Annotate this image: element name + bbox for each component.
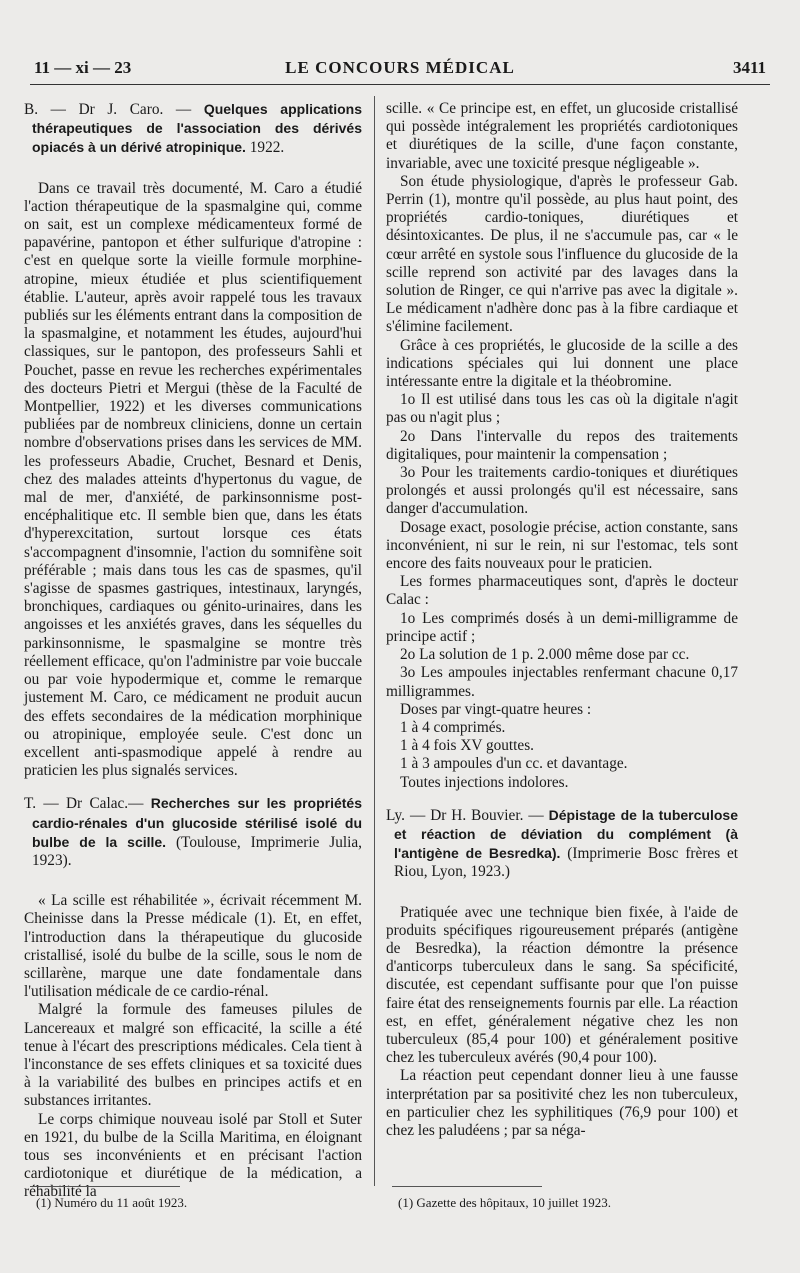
right-paragraph-3: Grâce à ces propriétés, le glucoside de la scille a des indications spéciales qui lui donnent une place intéressante entre la digitale et la théobromine. [386,336,738,391]
right-paragraph-forms: Les formes pharmaceutiques sont, d'après le docteur Calac : [386,573,738,609]
entry-caro-author: B. — Dr J. Caro. — [24,101,204,118]
header-rule [30,84,770,85]
calac-paragraph-1: « La scille est réhabilitée », écrivait récemment M. Cheinisse dans la Presse médicale (1). Et, en effet, l'introduction dans la thérapeutique du glucoside cristallisé, isolé du bulbe de la scille, sous le nom de scillarène, marque une date fondamentale dans l'utilisation médicale de ce cardio-rénal. [24,892,362,1001]
dose-3: 1 à 3 ampoules d'un cc. et davantage. [400,755,628,773]
entry-bouvier-title: Dépistage de la tuberculose et réaction de déviation du complément (à l'antigène de Besredka). [394,806,738,862]
indication-3: 3o Pour les traitements cardio-toniques et diurétiques prolongés et aussi prolongés qu'il est nécessaire, sans danger d'accumulation. [386,464,738,518]
bouvier-paragraph-2: La réaction peut cependant donner lieu à une fausse interprétation par sa positivité chez les non tuberculeux, en particulier chez les syphilitiques (76,9 pour 100) et chez les paludéens ; par sa néga- [386,1067,738,1139]
entry-caro-year: 1922. [245,139,285,157]
right-paragraph-2: Son étude physiologique, d'après le professeur Gab. Perrin (1), montre qu'il possède, au plus haut point, des propriétés cardio-toniques, diurétiques et désintoxicantes. De plus, il ne s'accumule pas, car « le cœur arrêté en systole sous l'influence du glucoside de la scille reprend son activité par des lavages dans la solution de Ringer, ce qui n'arrive pas avec la digitale ». Le médicament n'adhère donc pas à la fibre cardiaque et s'élimine facilement. [386,172,738,336]
form-1: 1o Les comprimés dosés à un demi-milligramme de principe actif ; [386,609,738,645]
entry-caro [24,100,362,158]
entry-bouvier-publisher: (Imprimerie Bosc frères et Riou, Lyon, 1923.) [394,845,738,881]
footnote-rule-left [30,1186,180,1187]
bouvier-paragraph-1: Pratiquée avec une technique bien fixée, à l'aide de produits spécifiques rigoureusement préparés (antigène de Besredka), la réaction démontre la présence d'anticorps tuberculeux dans le sang. Sa spécificité, discutée, est cependant suffisante pour que l'on puisse faire état des renseignements fournis par elle. La réaction est, en effet, généralement négative chez les non tuberculeux (85,4 pour 100) et généralement positive chez les tuberculeux avérés (90,4 pour 100). [386,903,738,1067]
running-header [34,58,766,82]
journal-title: LE CONCOURS MÉDICAL [285,58,515,77]
calac-paragraph-3: Le corps chimique nouveau isolé par Stoll et Suter en 1921, du bulbe de la Scilla Maritima, en éloignant tous ses inconvénients et en précisant l'action cardiotonique et diurétique de la médication, a réhabilité la [24,1110,362,1201]
footnote-right: (1) Gazette des hôpitaux, 10 juillet 1923. [398,1195,612,1210]
entry-calac [24,794,362,870]
calac-paragraph-2: Malgré la formule des fameuses pilules de Lancereaux et malgré son efficacité, la scille a été tenue à l'écart des prescriptions médicales. Cela tient à l'inconstance de ses effets cliniques et sa toxicité dues à la variabilité des bulbes en principes actifs et en substances irritantes. [24,1001,362,1110]
form-2: 2o La solution de 1 p. 2.000 même dose par cc. [400,646,690,664]
entry-bouvier-author: Ly. — Dr H. Bouvier. — [386,806,549,824]
issue-date: 11 — xi — 23 [34,58,132,77]
right-column [386,100,738,1140]
form-3: 3o Les ampoules injectables renfermant chacune 0,17 milligrammes. [386,664,738,700]
entry-bouvier [386,806,738,882]
indication-2: 2o Dans l'intervalle du repos des traitements digitaliques, pour maintenir la compensation ; [386,427,738,463]
page-number: 3411 [732,58,766,77]
right-paragraph-dosage: Dosage exact, posologie précise, action constante, sans inconvénient, ni sur le rein, ni sur l'estomac, tels sont encore des faits nouveaux pour le praticien. [386,518,738,573]
entry-calac-publisher: (Toulouse, Imprimerie Julia, 1923). [32,833,362,869]
footnote-rule-right [392,1186,542,1187]
entry-calac-author: T. — Dr Calac.— [24,795,151,813]
entry-calac-title: Recherches sur les propriétés cardio-rénales d'un glucoside stérilisé isolé du bulbe de la scille. [32,795,362,850]
footnote-left: (1) Numéro du 11 août 1923. [36,1195,188,1210]
entry-caro-title: Quelques applications thérapeutiques de l'association des dérivés opiacés à un dérivé atropinique. [32,101,362,156]
right-paragraph-1: scille. « Ce principe est, en effet, un glucoside cristallisé qui possède intégralement les propriétés cardiotoniques et diurétiques de la scille, d'une façon constante, invariable, avec une toxicité presque négligeable ». [386,100,738,172]
column-divider [374,96,375,1186]
dose-2: 1 à 4 fois XV gouttes. [400,737,534,755]
doses-heading: Doses par vingt-quatre heures : [400,700,592,718]
dose-1: 1 à 4 comprimés. [400,718,506,736]
left-column [24,100,362,1202]
caro-paragraph: Dans ce travail très documenté, M. Caro a étudié l'action thérapeutique de la spasmalgine qui, comme on sait, est un complexe médicamenteux formé de papavérine, pantopon et éther sulfurique d'atropine : c'est en quelque sorte la vieille formule morphine-atropine, mieux étudiée et plus scientifiquement établie. L'auteur, après avoir rappelé tous les travaux publiés sur les éléments entrant dans la composition de la spasmalgine, et notamment les études, aujourd'hui classiques, sur le pantopon, des professeurs Sahli et Pouchet, passe en revue les recherches expérimentales des docteurs Pietri et Mergui (thèse de la Faculté de Montpellier, 1922) et les diverses communications publiées par de nombreux cliniciens, donne un certain nombre d'observations prises dans les services de MM. les professeurs Abadie, Cruchet, Besnard et Denis, chez des malades atteints d'hypertonus du vague, de mal de mer, d'anxiété, de parkinsonnisme post-encéphalitique etc. Il semble bien que, dans les états d'hyperexcitation, surtout lorsque ces états s'accompagnent d'insomnie, l'action du somnifène soit préférable ; mais dans tous les cas de spasmes, qu'il s'agisse de spasmes gastriques, intestinaux, laryngés, bronchiques, cardiaques ou génito-urinaires, dans les angoisses et les anxiétés graves, dans les séquelles du parkinsonnisme, le spasmalgine se montre très réellement efficace, qu'on l'administre par voie buccale ou par voie hypodermique et, comme le remarque justement M. Caro, ce médicament ne produit aucun des effets secondaires de la médication morphinique ou atropinique, employée seule. C'est donc un excellent anti-spasmodique appelé à rendre au praticien les plus signalés services. [24,179,362,780]
dose-note: Toutes injections indolores. [400,773,569,791]
indication-1: 1o Il est utilisé dans tous les cas où la digitale n'agit pas ou n'agit plus ; [386,391,738,427]
